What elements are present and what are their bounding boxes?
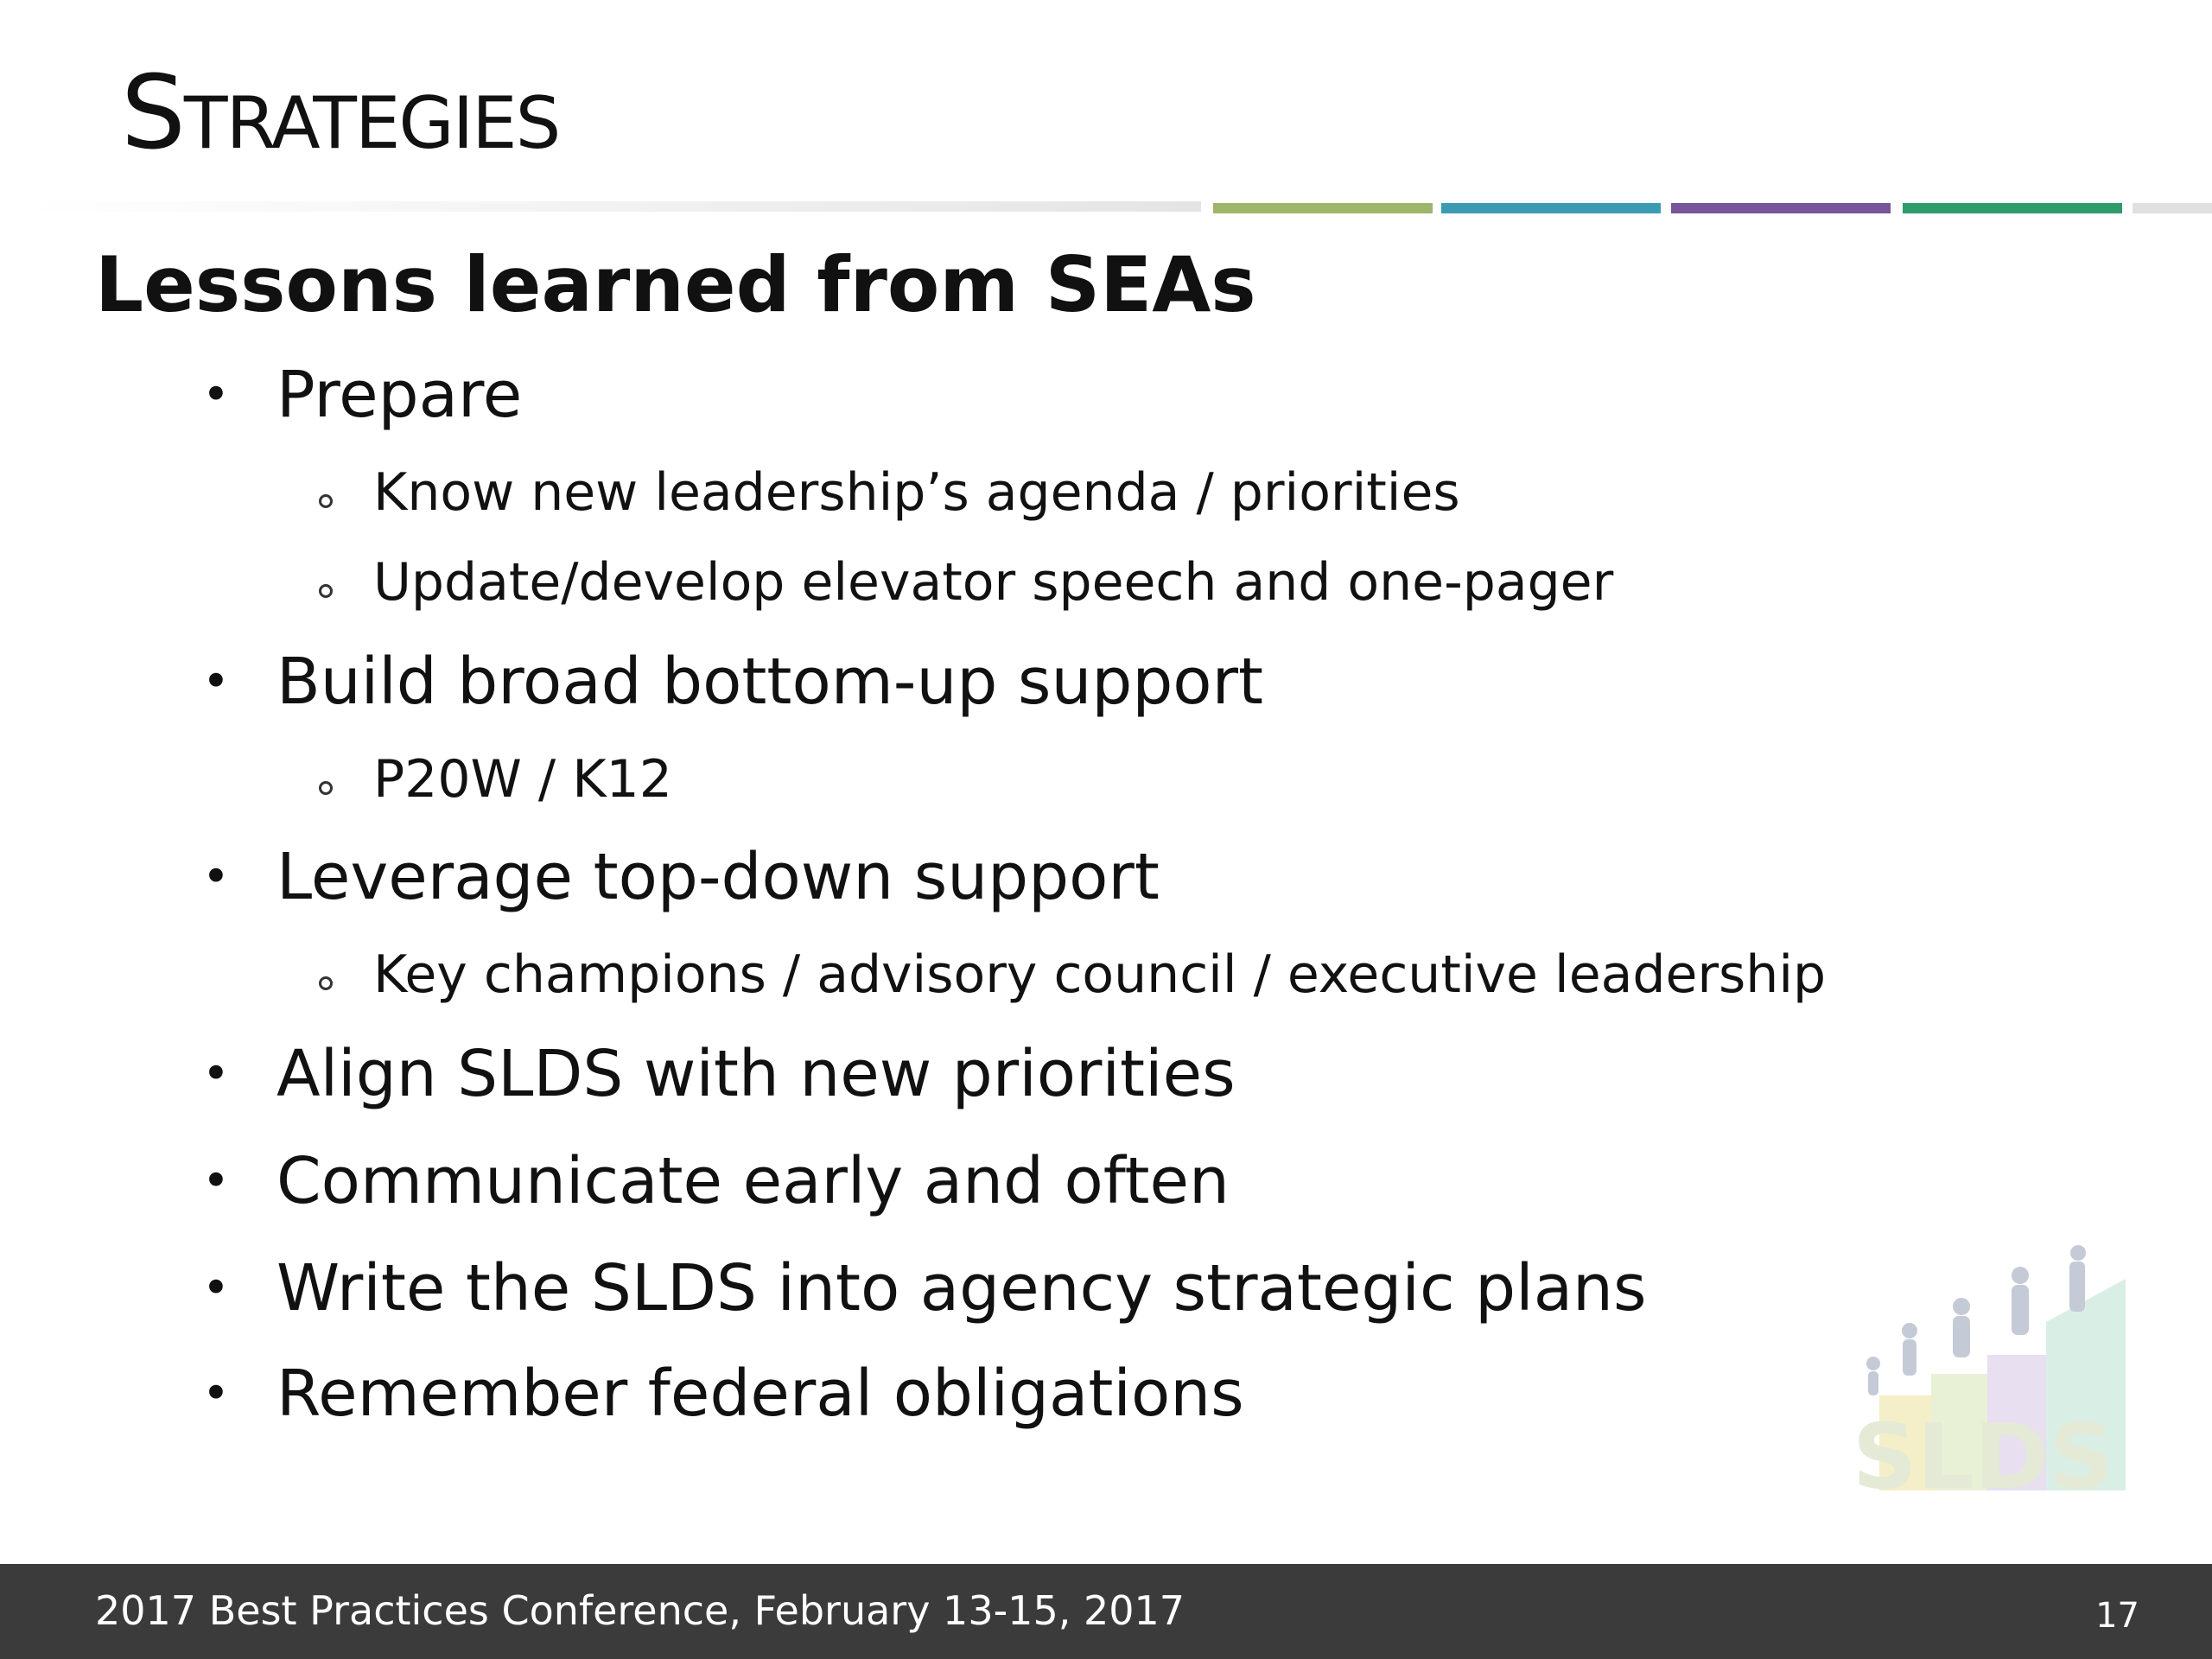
- bullet-text: Remember federal obligations: [276, 1357, 1244, 1431]
- sub-bullet-circle: [319, 494, 333, 508]
- accent-bar-green: [1213, 203, 1433, 213]
- bullet-text: Build broad bottom-up support: [276, 645, 1264, 719]
- slds-logo: [1832, 1244, 2134, 1503]
- accent-bar-teal: [1441, 203, 1661, 213]
- slide-title: Strategies: [121, 53, 560, 172]
- bullet-text: Communicate early and often: [276, 1144, 1230, 1218]
- sub-bullet-circle: [319, 584, 333, 598]
- bullet-text: Prepare: [276, 358, 523, 432]
- sub-bullet-circle: [319, 781, 333, 795]
- bullet-text: Write the SLDS into agency strategic plans: [276, 1251, 1647, 1325]
- accent-bar-purple: [1671, 203, 1891, 213]
- sub-bullet-text: P20W / K12: [373, 749, 672, 810]
- logo-step-top: [2046, 1279, 2126, 1331]
- bullet-dot: •: [202, 849, 230, 904]
- footer-conference: 2017 Best Practices Conference, February 13-15, 2017: [95, 1587, 1185, 1634]
- bullet-dot: •: [202, 1046, 230, 1101]
- sub-bullet-text: Update/develop elevator speech and one-pager: [373, 552, 1614, 613]
- sub-bullet-circle: [319, 976, 333, 990]
- bullet-text: Leverage top-down support: [276, 840, 1160, 914]
- title-divider: [26, 201, 1201, 212]
- slide-subtitle: Lessons learned from SEAs: [95, 240, 1256, 329]
- sub-bullet-text: Key champions / advisory council / executive leadership: [373, 944, 1827, 1005]
- page-number: 17: [2095, 1596, 2139, 1636]
- bullet-dot: •: [202, 367, 230, 422]
- bullet-dot: •: [202, 654, 230, 709]
- bullet-text: Align SLDS with new priorities: [276, 1037, 1236, 1111]
- bullet-dot: •: [202, 1154, 230, 1208]
- bullet-dot: •: [202, 1261, 230, 1315]
- sub-bullet-text: Know new leadership’s agenda / priorities: [373, 462, 1460, 523]
- footer-bar: [0, 1564, 2212, 1659]
- accent-bar-light: [2133, 203, 2212, 213]
- accent-bar-emerald: [1903, 203, 2122, 213]
- bullet-dot: •: [202, 1366, 230, 1421]
- logo-text: SLDS: [1852, 1404, 2114, 1503]
